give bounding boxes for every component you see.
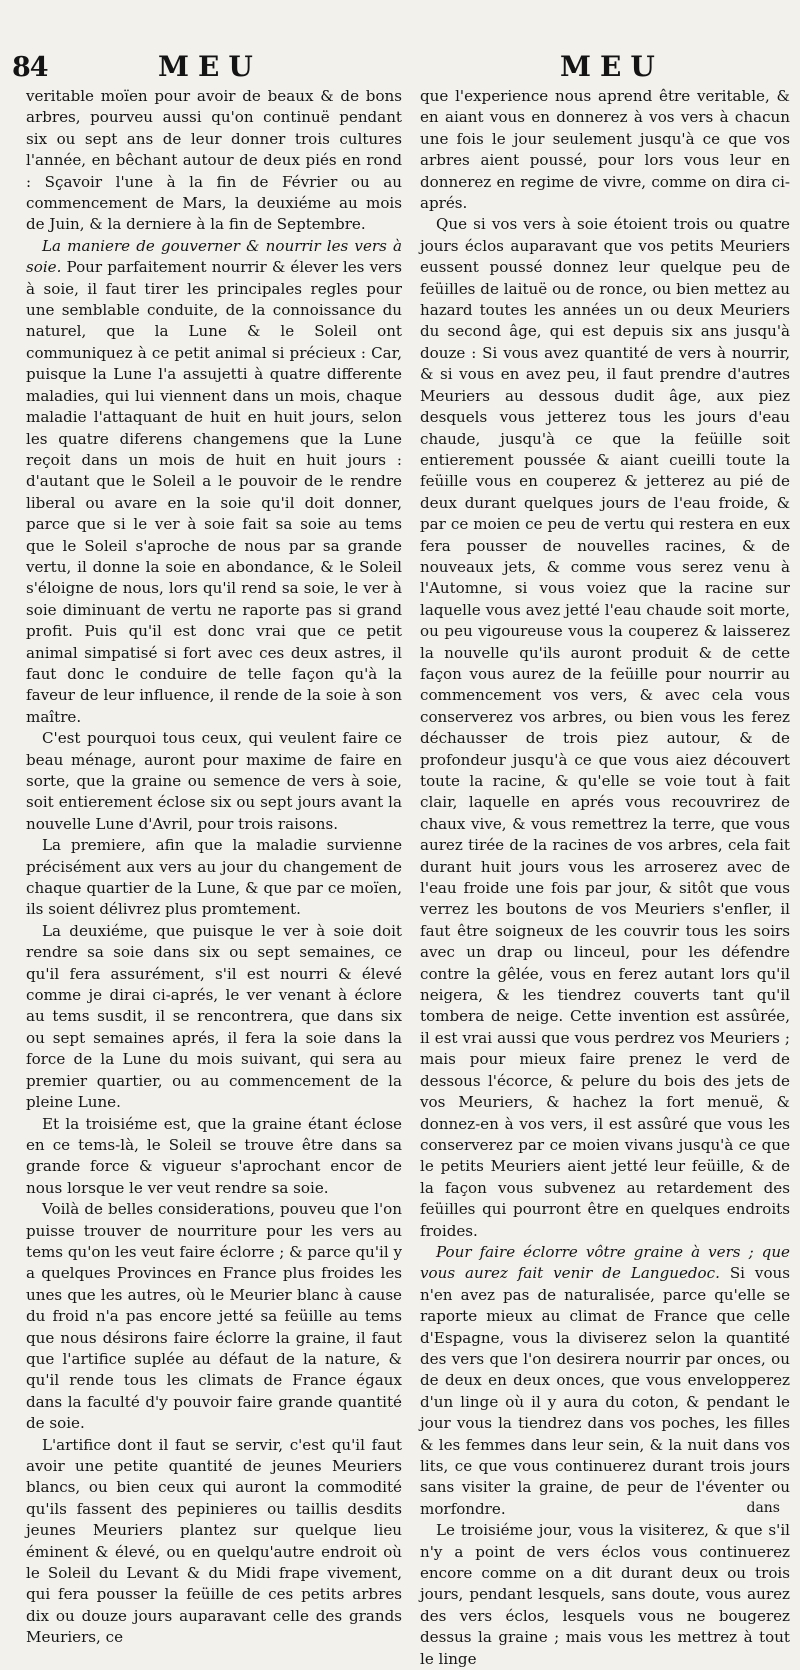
paragraph: Que si vos vers à soie étoient trois ou quatre jours éclos auparavant que vos petits Meuriers eussent poussé donnez leur quelque peu de feüilles de laituë ou de ronce, ou bien mettez au hazard toutes les années un ou deux Meuriers du second âge, qui est depuis six ans jusqu'à douze : Si vous avez quantité de vers à nourrir, & si vous en avez peu, il faut prendre d'autres Meuriers au dessous dudit âge, aux piez desquels vous jetterez tous les jours d'eau chaude, jusqu'à ce que la feüille soit entierement poussée & aiant cueilli toute la feüille vous en couperez & jetterez au pié de deux durant quelques jours de l'eau froide, & par ce moien ce peu de vertu qui restera en eux fera pousser de nouvelles racines, & de nouveaux jets, & comme vous serez venu à l'Automne, si vous voiez que la racine sur laquelle vous avez jetté l'eau chaude soit morte, ou peu vigoureuse vous la couperez & laisserez la nouvelle qu'ils auront produit & de cette façon vous aurez de la feüille pour nourrir au commencement vos vers, & avec cela vous conserverez vos arbres, ou bien vous les ferez déchausser de trois piez autour, & de profondeur jusqu'à ce que vous aiez découvert toute la racine, & qu'elle se voie tout à fait clair, laquelle en aprés vous recouvrirez de chaux vive, & vous remettrez la terre, que vous aurez tirée de la racines de vos arbres, cela fait durant huit jours vous les arroserez avec de l'eau froide une fois par jour, & sitôt que vous verrez les boutons de vos Meuriers s'enfler, il faut être soigneux de les couvrir tous les soirs avec un drap ou linceul, pour les défendre contre la gêlée, vous en ferez autant lors qu'il neigera, & les tiendrez couverts tant qu'il tombera de neige. Cette invention est assûrée, il est vrai aussi que vous perdrez vos Meuriers ; mais pour mieux faire prenez le verd de dessous l'écorce, & pelure du bois des jets de vos Meuriers, & hachez la fort menuë, & donnez-en à vos vers, il est assûré que vous les conserverez par ce moien vivans jusqu'à ce que le petits Meuriers aient jetté leur feüille, & de la façon vous subvenez au retardement des feüilles qui pourront être en quelques endroits froides. [420, 215, 790, 1240]
paragraph: veritable moïen pour avoir de beaux & de bons arbres, pourveu aussi qu'on continuë pendant six ou sept ans de leur donner trois cultures l'année, en bêchant autour de deux piés en rond : Sçavoir l'une à la fin de Février ou au commencement de Mars, la deuxiéme au mois de Juin, & la derniere à la fin de Septembre. [26, 87, 402, 234]
section-paragraph [26, 236, 402, 728]
page-number: 84 [12, 52, 48, 83]
paragraph-text: Si vous n'en avez pas de naturalisée, parce qu'elle se raporte mieux au climat de France que celle d'Espagne, vous la diviserez selon la quantité des vers que l'on desirera nourrir par onces, ou de deux en deux onces, que vous envelopperez d'un linge où il y aura du coton, & pendant le jour vous la tiendrez dans vos poches, les filles & les femmes dans leur sein, & la nuit dans vos lits, ce que vous continuerez durant trois jours sans visiter la graine, de peur de l'éventer ou morfondre. [420, 1264, 791, 1518]
paragraph: Le troisiéme jour, vous la visiterez, & que s'il n'y a point de vers éclos vous continuerez encore comme on a dit durant deux ou trois jours, pendant lesquels, sans doute, vous aurez des vers éclos, lesquels vous ne bougerez dessus la graine ; mais vous les mettrez à tout le linge [420, 1521, 790, 1668]
paragraph-text: Pour parfaitement nourrir & élever les vers à soie, il faut tirer les principales regles pour une semblable conduite, de la connoissance du naturel, que la Lune & le Soleil ont communiquez à ce petit animal si précieux : Car, puisque la Lune l'a assujetti à quatre differente maladies, qui lui viennent dans un mois, chaque maladie l'attaquant de huit en huit jours, selon les quatre diferens changemens que la Lune reçoit dans un mois de huit en huit jours : d'autant que le Soleil a le pouvoir de le rendre liberal ou avare en la soie qu'il doit donner, parce que si le ver à soie fait sa soie au tems que le Soleil s'aproche de nous par sa grande vertu, il donne la soie en abondance, & le Soleil s'éloigne de nous, lors qu'il rend sa soie, le ver à soie diminuant de vertu ne raporte pas si grand profit. Puis qu'il est donc vrai que ce petit animal simpatisé si fort avec ces deux astres, il faut donc le conduire de telle façon qu'à la faveur de leur influence, il rende de la soie à son maître. [26, 258, 402, 726]
right-column [420, 86, 790, 1670]
paragraph: Et la troisiéme est, que la graine étant éclose en ce tems-là, le Soleil se trouve être dans sa grande force & vigueur s'aprochant encor de nous lorsque le ver veut rendre sa soie. [26, 1114, 402, 1197]
running-head-right: MEU [560, 50, 664, 83]
section-title: La maniere de gouverner & nourrir les vers à soie. [26, 236, 402, 277]
paragraph: Voilà de belles considerations, pouveu que l'on puisse trouver de nourriture pour les vers au tems qu'on les veut faire éclorre ; & parce qu'il y a quelques Provinces en France plus froides les unes que les autres, où le Meurier blanc à cause du froid n'a pas encore jetté sa feüille au tems que nous désirons faire éclorre la graine, il faut que l'artifice suplée au défaut de la nature, & qu'il rende tous les climats de France égaux dans la faculté d'y pouvoir faire grande quantité de soie. [26, 1200, 402, 1433]
running-head-left: MEU [158, 50, 262, 83]
paragraph: C'est pourquoi tous ceux, qui veulent faire ce beau ménage, auront pour maxime de faire en sorte, que la graine ou semence de vers à soie, soit entierement éclose six ou sept jours avant la nouvelle Lune d'Avril, pour trois raisons. [26, 729, 402, 833]
catchword: dans [746, 1500, 780, 1516]
paragraph: La deuxiéme, que puisque le ver à soie doit rendre sa soie dans six ou sept semaines, ce qu'il fera assurément, s'il est nourri & élevé comme je dirai ci-aprés, le ver venant à éclore au tems susdit, il se rencontrera, que dans six ou sept semaines aprés, il fera la soie dans la force de la Lune du mois suivant, qui sera au premier quartier, ou au commencement de la pleine Lune. [26, 921, 402, 1112]
paragraph: La premiere, afin que la maladie survienne précisément aux vers au jour du changement de chaque quartier de la Lune, & que par ce moïen, ils soient délivrez plus promtement. [26, 836, 402, 919]
section-paragraph [420, 1242, 790, 1520]
paragraph: L'artifice dont il faut se servir, c'est qu'il faut avoir une petite quantité de jeunes Meuriers blancs, ou bien ceux qui auront la commodité qu'ils fassent des pepinieres ou taillis desdits jeunes Meuriers plantez sur quelque lieu éminent & élevé, ou en quelqu'autre endroit où le Soleil du Levant & du Midi frape vivement, qui fera pousser la feüille de ces petits arbres dix ou douze jours auparavant celle des grands Meuriers, ce [26, 1435, 402, 1647]
paragraph: que l'experience nous aprend être veritable, & en aiant vous en donnerez à vos vers à chacun une fois le jour seulement jusqu'à ce que vos arbres aient poussé, pour lors vous leur en donnerez en regime de vivre, comme on dira ci-aprés. [420, 87, 790, 213]
left-column [26, 86, 402, 1649]
section-title: Pour faire éclorre vôtre graine à vers ; que vous aurez fait venir de Languedoc. [420, 1242, 790, 1283]
